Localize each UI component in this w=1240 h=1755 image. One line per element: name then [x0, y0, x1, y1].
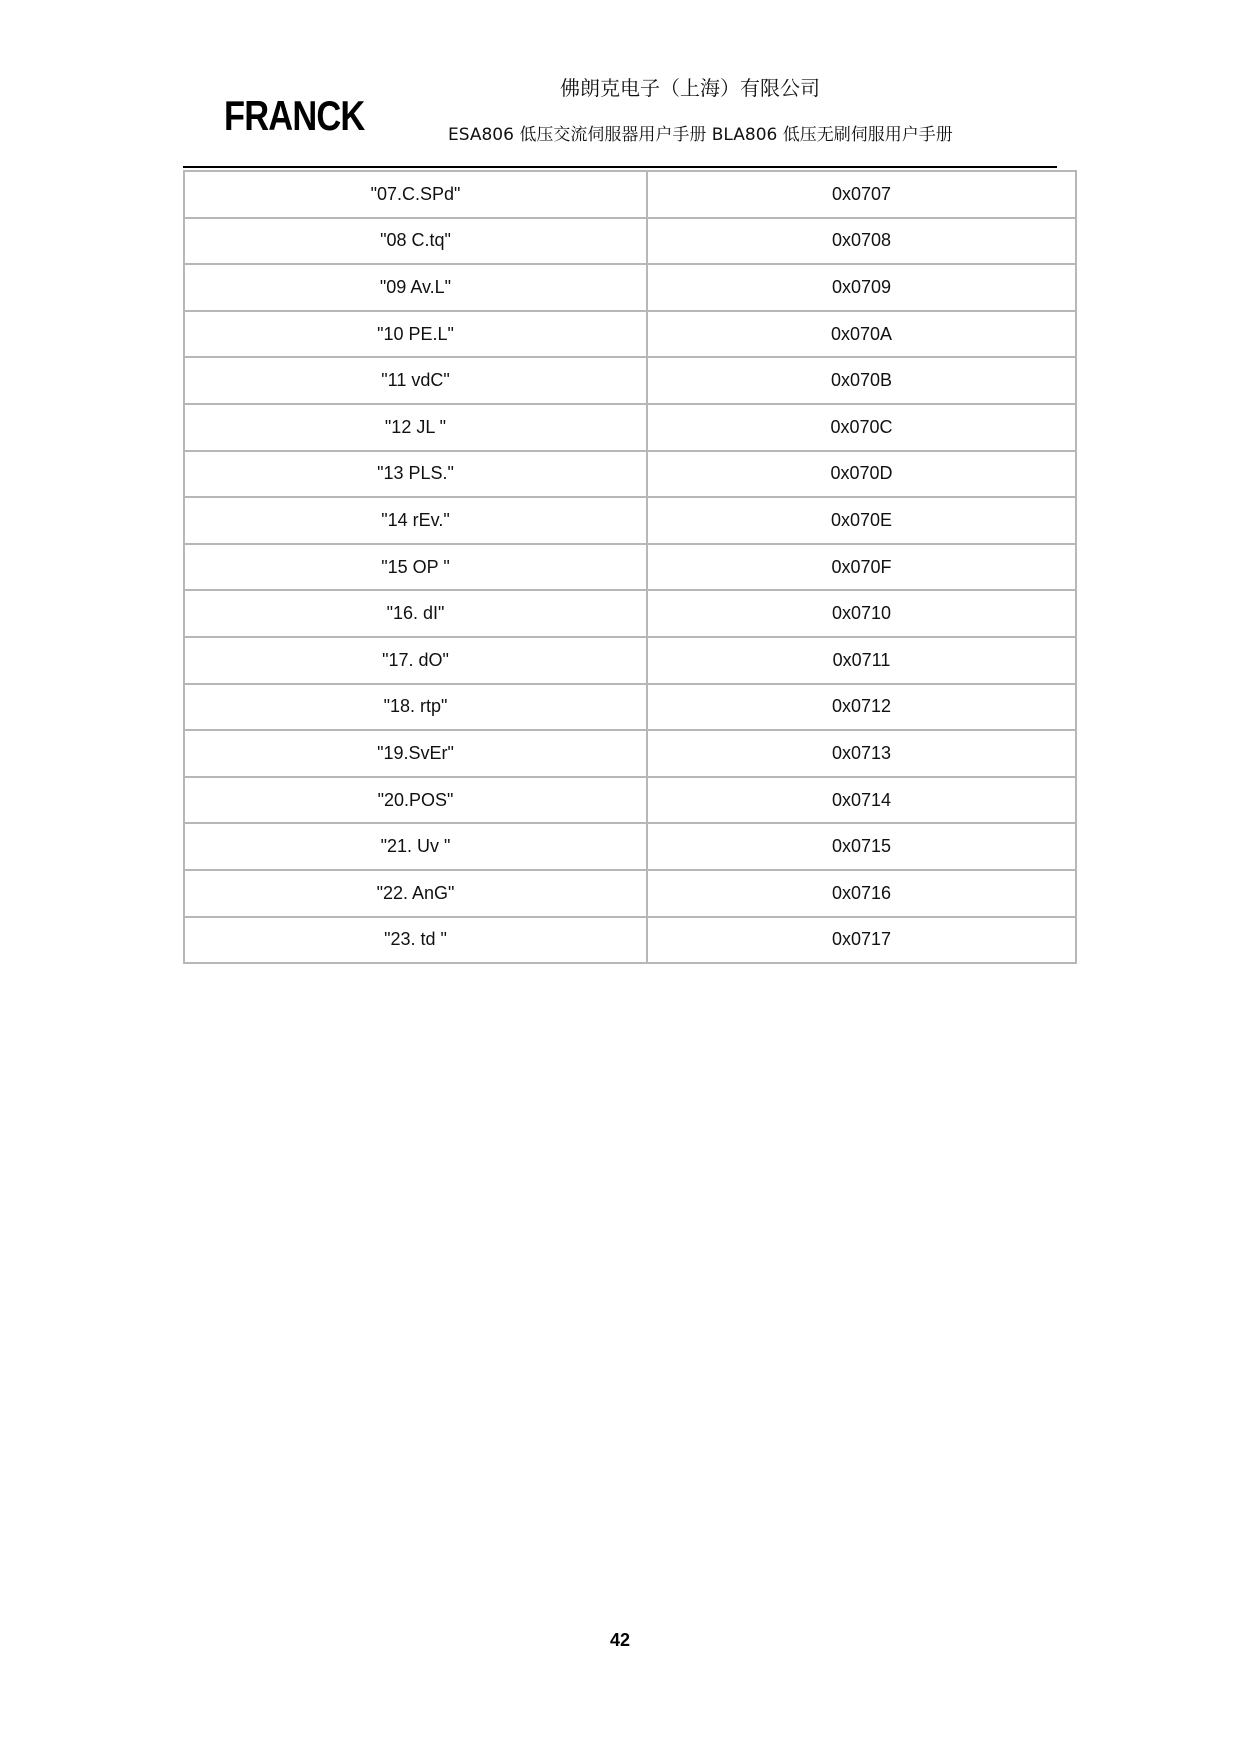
- parameter-name-cell: "07.C.SPd": [184, 171, 647, 218]
- address-cell: 0x070F: [647, 544, 1076, 591]
- address-cell: 0x070C: [647, 404, 1076, 451]
- parameter-name-cell: "18. rtp": [184, 684, 647, 731]
- table-row: [184, 730, 1076, 777]
- table-row: [184, 404, 1076, 451]
- table-row: [184, 497, 1076, 544]
- parameter-name-cell: "20.POS": [184, 777, 647, 824]
- table-row: [184, 590, 1076, 637]
- parameter-name-cell: "08 C.tq": [184, 218, 647, 265]
- company-name: 佛朗克电子（上海）有限公司: [560, 76, 820, 100]
- address-cell: 0x0714: [647, 777, 1076, 824]
- table-row: [184, 218, 1076, 265]
- register-table: [183, 170, 1077, 964]
- table-row: [184, 451, 1076, 498]
- parameter-name-cell: "23. td ": [184, 917, 647, 964]
- parameter-name-cell: "10 PE.L": [184, 311, 647, 358]
- address-cell: 0x070A: [647, 311, 1076, 358]
- parameter-name-cell: "16. dI": [184, 590, 647, 637]
- parameter-name-cell: "15 OP ": [184, 544, 647, 591]
- header-divider: [183, 166, 1057, 168]
- table-row: [184, 777, 1076, 824]
- table-row: [184, 870, 1076, 917]
- address-cell: 0x0709: [647, 264, 1076, 311]
- table-row: [184, 264, 1076, 311]
- parameter-name-cell: "19.SvEr": [184, 730, 647, 777]
- parameter-name-cell: "09 Av.L": [184, 264, 647, 311]
- parameter-name-cell: "14 rEv.": [184, 497, 647, 544]
- table-row: [184, 637, 1076, 684]
- address-cell: 0x0713: [647, 730, 1076, 777]
- page-number: 42: [609, 1630, 631, 1650]
- manual-title: ESA806 低压交流伺服器用户手册 BLA806 低压无刷伺服用户手册: [448, 125, 953, 145]
- register-table-body: [184, 171, 1076, 963]
- address-cell: 0x0717: [647, 917, 1076, 964]
- address-cell: 0x070E: [647, 497, 1076, 544]
- address-cell: 0x0710: [647, 590, 1076, 637]
- parameter-name-cell: "11 vdC": [184, 357, 647, 404]
- address-cell: 0x0708: [647, 218, 1076, 265]
- address-cell: 0x0711: [647, 637, 1076, 684]
- parameter-name-cell: "12 JL ": [184, 404, 647, 451]
- parameter-name-cell: "17. dO": [184, 637, 647, 684]
- address-cell: 0x0707: [647, 171, 1076, 218]
- address-cell: 0x0715: [647, 823, 1076, 870]
- table-row: [184, 684, 1076, 731]
- address-cell: 0x0716: [647, 870, 1076, 917]
- address-cell: 0x0712: [647, 684, 1076, 731]
- table-row: [184, 357, 1076, 404]
- address-cell: 0x070D: [647, 451, 1076, 498]
- table-row: [184, 823, 1076, 870]
- parameter-name-cell: "21. Uv ": [184, 823, 647, 870]
- table-row: [184, 171, 1076, 218]
- table-row: [184, 917, 1076, 964]
- parameter-name-cell: "13 PLS.": [184, 451, 647, 498]
- parameter-name-cell: "22. AnG": [184, 870, 647, 917]
- table-row: [184, 311, 1076, 358]
- table-row: [184, 544, 1076, 591]
- franck-logo: FRANCK: [224, 92, 365, 139]
- address-cell: 0x070B: [647, 357, 1076, 404]
